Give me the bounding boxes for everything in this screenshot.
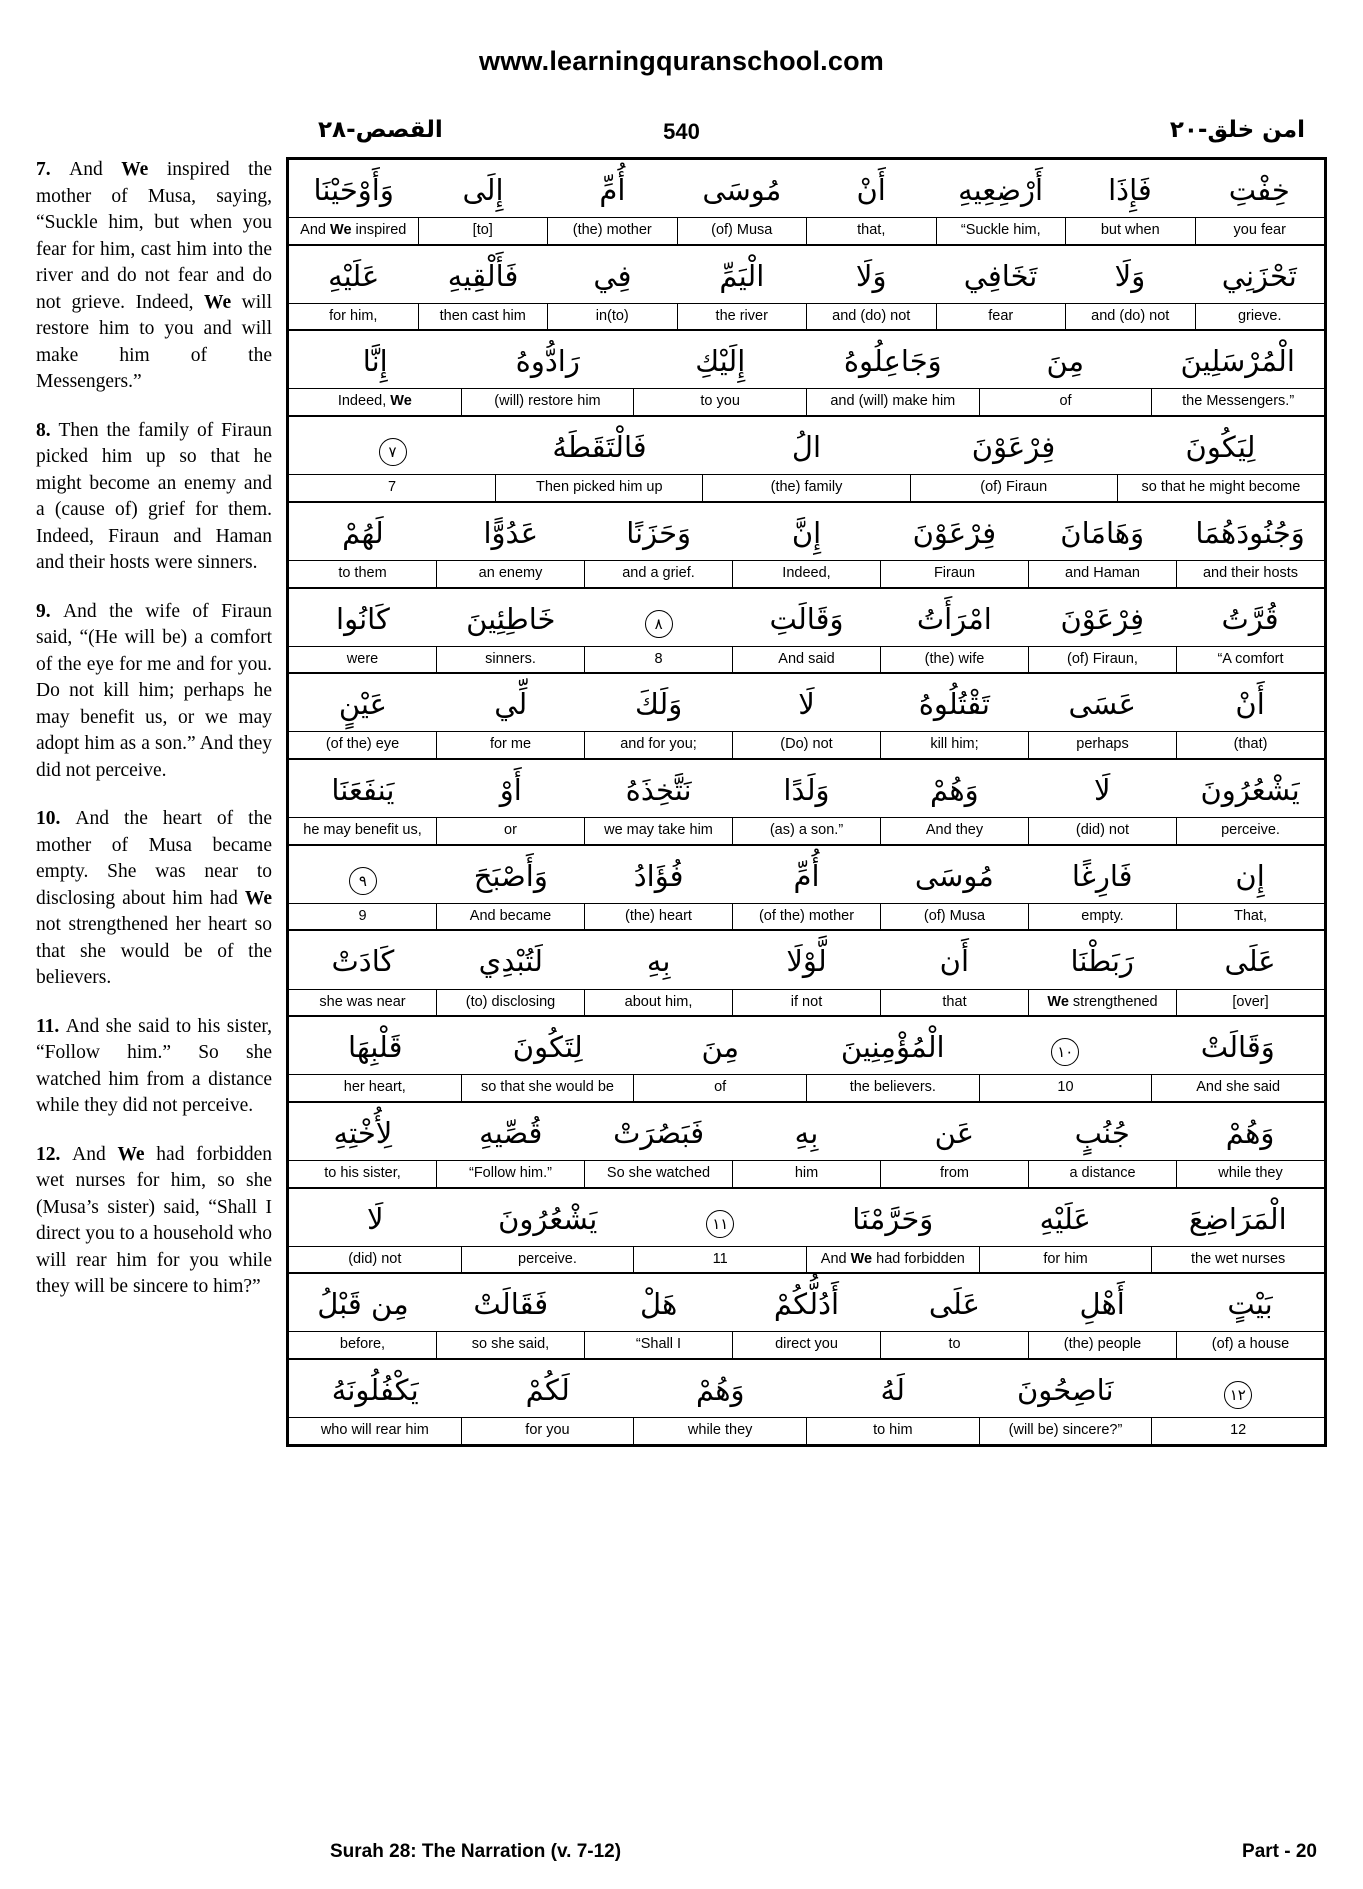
- arabic-word: وَحَزَنًا: [626, 515, 692, 550]
- arabic-word: مُوسَى: [702, 173, 782, 207]
- english-gloss: to them: [338, 564, 387, 581]
- english-gloss: of: [979, 389, 1152, 415]
- arabic-word: فَأَلْقِيهِ: [447, 258, 519, 293]
- english-gloss: to you: [633, 389, 806, 415]
- arabic-word: أُمِّ: [793, 858, 820, 893]
- arabic-word: فِرْعَوْنَ: [971, 430, 1056, 465]
- english-gloss: (of) a house: [1176, 1332, 1324, 1358]
- arabic-row: [289, 760, 1324, 817]
- arabic-word: وَلَكَ: [634, 687, 683, 722]
- verse-number: 10.: [36, 808, 76, 829]
- arabic-word: [585, 589, 733, 646]
- english-row: [289, 217, 1324, 244]
- ayah-number-marker: ١٠: [1051, 1038, 1079, 1066]
- arabic-word: لِّي: [494, 687, 528, 722]
- english-gloss: grieve.: [1195, 304, 1325, 330]
- arabic-word: [1152, 1360, 1325, 1417]
- ayah-number-marker: ٧: [379, 438, 407, 466]
- translation-column: [36, 157, 286, 1323]
- arabic-word: رَبَطْنَا: [1070, 944, 1134, 979]
- english-gloss: [to]: [418, 218, 548, 244]
- verse-text: And the wife of Firaun said, “(He will be) a comfort of the eye for me and for you. Do not kill him; perhaps he may benefit us, or we may adopt him as a son.” And they did not perceive.: [36, 600, 272, 781]
- arabic-word: فِي: [593, 258, 632, 293]
- verse-number: 9.: [36, 600, 64, 622]
- english-gloss: (did) not: [1028, 818, 1176, 844]
- english-row: [289, 303, 1324, 330]
- english-gloss: that,: [806, 218, 936, 244]
- arabic-word: قَلْبِهَا: [348, 1030, 403, 1065]
- surah-info: Surah 28: The Narration (v. 7-12): [330, 1841, 622, 1862]
- page-header: [48, 117, 1315, 151]
- translation-verse: [36, 1014, 272, 1120]
- arabic-word: مُوسَى: [914, 858, 994, 893]
- arabic-word: لَا: [798, 687, 815, 722]
- english-row: [289, 1331, 1324, 1358]
- arabic-word: فُؤَادُ: [633, 858, 684, 893]
- english-gloss: perceive.: [1176, 818, 1324, 844]
- arabic-word: أَنْ: [856, 173, 886, 207]
- verse-number: 11.: [36, 1015, 66, 1037]
- arabic-word: وَأَوْحَيْنَا: [313, 173, 394, 207]
- english-gloss: Indeed,: [732, 561, 880, 587]
- english-gloss: We strengthened: [1028, 990, 1176, 1016]
- english-gloss: (did) not: [348, 1250, 402, 1267]
- english-gloss: were: [346, 650, 379, 667]
- arabic-word: بِهِ: [794, 1115, 819, 1150]
- arabic-word: يَشْعُرُونَ: [1200, 773, 1300, 808]
- english-row: [289, 817, 1324, 844]
- english-gloss: for him: [979, 1247, 1152, 1273]
- arabic-word: إِلَيْكِ: [695, 344, 746, 379]
- english-gloss: 7: [388, 479, 397, 496]
- english-gloss: to him: [806, 1418, 979, 1444]
- english-gloss: And We inspired: [300, 222, 407, 239]
- ayah-line: [289, 1360, 1324, 1444]
- arabic-word: لَا: [366, 1201, 384, 1236]
- arabic-word: فِرْعَوْنَ: [1060, 601, 1144, 636]
- english-gloss: 8: [584, 647, 732, 673]
- arabic-word: وَحَرَّمْنَا: [852, 1201, 934, 1236]
- english-gloss: (of) Firaun,: [1028, 647, 1176, 673]
- english-gloss: she was near: [319, 993, 406, 1010]
- english-row: [289, 1417, 1324, 1444]
- english-gloss: Indeed, We: [337, 393, 412, 410]
- english-gloss: her heart,: [343, 1079, 406, 1096]
- arabic-word: لَهُمْ: [342, 515, 384, 550]
- verse-text: And We had forbidden wet nurses for him, so she (Musa’s sister) said, “Shall I direct you to a household who will rear him for you while they will be sincere to him?”: [36, 1143, 272, 1297]
- english-gloss: (will) restore him: [461, 389, 634, 415]
- arabic-word: وَجُنُودَهُمَا: [1195, 515, 1305, 550]
- english-row: [289, 903, 1324, 930]
- english-gloss: (the) heart: [584, 904, 732, 930]
- english-gloss: 11: [633, 1247, 806, 1273]
- arabic-row: [289, 1274, 1324, 1331]
- english-gloss: “Suckle him,: [936, 218, 1066, 244]
- translation-verse: [36, 806, 272, 992]
- arabic-word: عَلَى: [928, 1287, 980, 1322]
- english-gloss: And she said: [1151, 1075, 1324, 1101]
- arabic-word: أَن: [939, 944, 970, 979]
- english-gloss: “Follow him.”: [436, 1161, 584, 1187]
- english-gloss: to his sister,: [324, 1164, 401, 1181]
- arabic-word: تَقْتُلُوهُ: [918, 687, 990, 722]
- english-gloss: (will be) sincere?”: [979, 1418, 1152, 1444]
- translation-verse: [36, 599, 272, 785]
- ayah-number-marker: ١٢: [1224, 1381, 1252, 1409]
- english-gloss: (the) family: [702, 475, 909, 501]
- arabic-word: مِنَ: [1046, 344, 1085, 379]
- english-gloss: sinners.: [436, 647, 584, 673]
- page-footer: [330, 1841, 1317, 1863]
- arabic-word: وَجَاعِلُوهُ: [843, 344, 942, 379]
- english-gloss: (Do) not: [732, 732, 880, 758]
- arabic-word: إِنَّ: [791, 515, 822, 550]
- english-gloss: (of) Firaun: [910, 475, 1117, 501]
- english-gloss: so that she would be: [461, 1075, 634, 1101]
- english-gloss: And We had forbidden: [806, 1247, 979, 1273]
- arabic-word: يَكْفُلُونَهُ: [331, 1373, 419, 1408]
- english-gloss: before,: [339, 1336, 386, 1353]
- translation-verse: [36, 157, 272, 396]
- ayah-line: [289, 246, 1324, 332]
- english-gloss: (to) disclosing: [436, 990, 584, 1016]
- arabic-word: نَتَّخِذَهُ: [625, 773, 692, 808]
- english-row: [289, 560, 1324, 587]
- arabic-row: [289, 846, 1324, 903]
- english-gloss: “Shall I: [584, 1332, 732, 1358]
- arabic-word: عَلَيْهِ: [328, 258, 380, 293]
- arabic-word: وَهُمْ: [1225, 1115, 1275, 1150]
- arabic-word: مِنَ: [701, 1030, 740, 1065]
- english-gloss: and for you;: [584, 732, 732, 758]
- arabic-word: [979, 1017, 1152, 1074]
- english-gloss: and (do) not: [806, 304, 936, 330]
- english-gloss: perhaps: [1028, 732, 1176, 758]
- english-gloss: then cast him: [418, 304, 548, 330]
- english-gloss: And said: [732, 647, 880, 673]
- english-gloss: And became: [436, 904, 584, 930]
- english-gloss: of: [633, 1075, 806, 1101]
- arabic-word: يَشْعُرُونَ: [498, 1201, 598, 1236]
- arabic-word: عَن: [934, 1115, 975, 1150]
- ayah-line: [289, 846, 1324, 932]
- english-gloss: (that): [1176, 732, 1324, 758]
- arabic-word: إِن: [1235, 858, 1265, 893]
- ayah-line: [289, 589, 1324, 675]
- ayah-number-marker: ٨: [645, 610, 673, 638]
- arabic-word: فَإِذَا: [1108, 173, 1152, 207]
- arabic-row: [289, 1360, 1324, 1417]
- english-gloss: Firaun: [880, 561, 1028, 587]
- arabic-word: خِفْتِ: [1228, 173, 1290, 207]
- arabic-word: وَلَا: [855, 258, 887, 293]
- english-gloss: the Messengers.”: [1151, 389, 1324, 415]
- page-number: 540: [663, 119, 700, 144]
- english-gloss: or: [436, 818, 584, 844]
- arabic-word: فَارِغًا: [1071, 858, 1133, 893]
- arabic-word: وَلَا: [1114, 258, 1146, 293]
- arabic-word: أَدُلُّكُمْ: [773, 1287, 840, 1322]
- english-gloss: 12: [1151, 1418, 1324, 1444]
- arabic-word: بِهِ: [646, 944, 671, 979]
- arabic-word: هَلْ: [640, 1287, 678, 1322]
- arabic-word: الْمُرْسَلِينَ: [1180, 344, 1295, 379]
- juz-label-arabic: امن خلق-٢٠: [1169, 117, 1305, 143]
- english-gloss: (of) Musa: [880, 904, 1028, 930]
- english-gloss: a distance: [1028, 1161, 1176, 1187]
- english-gloss: while they: [1176, 1161, 1324, 1187]
- english-gloss: for him,: [329, 307, 378, 324]
- english-row: [289, 388, 1324, 415]
- english-gloss: and a grief.: [584, 561, 732, 587]
- ayah-line: [289, 760, 1324, 846]
- arabic-row: [289, 503, 1324, 560]
- english-gloss: so she said,: [436, 1332, 584, 1358]
- english-gloss: and (do) not: [1065, 304, 1195, 330]
- verse-number: 8.: [36, 419, 59, 441]
- arabic-word: تَخَافِي: [963, 258, 1038, 293]
- english-gloss: fear: [936, 304, 1066, 330]
- english-gloss: from: [880, 1161, 1028, 1187]
- arabic-word: عَدُوًّا: [483, 515, 539, 550]
- english-row: [289, 646, 1324, 673]
- english-gloss: (the) wife: [880, 647, 1028, 673]
- arabic-row: [289, 1103, 1324, 1160]
- arabic-word: مِن قَبْلُ: [317, 1287, 409, 1322]
- arabic-row: [289, 417, 1324, 474]
- english-row: [289, 1074, 1324, 1101]
- verse-text: Then the family of Firaun picked him up so that he might become an enemy and a (cause of) grief for them. Indeed, Firaun and Haman and their hosts were sinners.: [36, 419, 272, 573]
- english-gloss: “A comfort: [1176, 647, 1324, 673]
- arabic-word: أَهْلِ: [1079, 1287, 1125, 1322]
- arabic-word: لِأُخْتِهِ: [333, 1115, 393, 1150]
- arabic-word: أَوْ: [499, 773, 522, 808]
- english-gloss: while they: [633, 1418, 806, 1444]
- arabic-word: إِلَى: [462, 173, 504, 207]
- english-gloss: [over]: [1176, 990, 1324, 1016]
- english-gloss: (the) people: [1028, 1332, 1176, 1358]
- ayah-line: [289, 674, 1324, 760]
- arabic-word: [289, 417, 496, 474]
- arabic-word: لَكُمْ: [525, 1373, 570, 1408]
- arabic-word: فَالْتَقَطَهُ: [552, 430, 647, 465]
- site-url: www.learningquranschool.com: [479, 46, 884, 76]
- english-gloss: kill him;: [880, 732, 1028, 758]
- english-gloss: (of) Musa: [677, 218, 807, 244]
- arabic-word: لَا: [1093, 773, 1111, 808]
- arabic-word: وَهُمْ: [695, 1373, 745, 1408]
- arabic-word: فِرْعَوْنَ: [912, 515, 997, 550]
- arabic-word: قُصِّيهِ: [479, 1115, 543, 1150]
- english-gloss: (as) a son.”: [732, 818, 880, 844]
- ayah-line: [289, 1274, 1324, 1360]
- english-gloss: an enemy: [436, 561, 584, 587]
- arabic-word: لِتَكُونَ: [512, 1030, 583, 1065]
- english-row: [289, 989, 1324, 1016]
- arabic-word: وَلَدًا: [783, 773, 830, 808]
- english-gloss: to: [880, 1332, 1028, 1358]
- english-gloss: he may benefit us,: [303, 822, 422, 839]
- arabic-word: كَانُوا: [336, 601, 390, 636]
- arabic-word: جُنُبٍ: [1074, 1115, 1130, 1150]
- english-gloss: for me: [436, 732, 584, 758]
- arabic-row: [289, 589, 1324, 646]
- arabic-word: وَهُمْ: [930, 773, 979, 808]
- verse-text: And she said to his sister, “Follow him.” So she watched him from a distance while they did not perceive.: [36, 1015, 272, 1116]
- arabic-row: [289, 1017, 1324, 1074]
- arabic-word: نَاصِحُونَ: [1016, 1373, 1114, 1408]
- english-gloss: Then picked him up: [495, 475, 702, 501]
- arabic-word: إِنَّا: [362, 344, 388, 379]
- english-gloss: we may take him: [584, 818, 732, 844]
- arabic-word: عَلَى: [1224, 944, 1276, 979]
- ayah-line: [289, 160, 1324, 246]
- arabic-word: أَرْضِعِيهِ: [958, 173, 1044, 207]
- ayah-line: [289, 1103, 1324, 1189]
- arabic-row: [289, 331, 1324, 388]
- ayah-number-marker: ١١: [706, 1210, 734, 1238]
- verse-number: 7.: [36, 159, 70, 180]
- english-gloss: the believers.: [806, 1075, 979, 1101]
- english-gloss: That,: [1176, 904, 1324, 930]
- english-gloss: that: [880, 990, 1028, 1016]
- arabic-word: لِيَكُونَ: [1185, 430, 1256, 465]
- arabic-word: وَقَالَتْ: [1200, 1030, 1275, 1065]
- arabic-word: [634, 1189, 807, 1246]
- arabic-row: [289, 160, 1324, 217]
- english-row: [289, 1246, 1324, 1273]
- english-gloss: (of the) eye: [325, 736, 400, 753]
- arabic-word: عَسَى: [1068, 687, 1136, 722]
- english-gloss: perceive.: [461, 1247, 634, 1273]
- english-gloss: the river: [677, 304, 807, 330]
- arabic-word: فَبَصُرَتْ: [613, 1115, 705, 1150]
- arabic-word: بَيْتٍ: [1227, 1287, 1273, 1322]
- arabic-word: [289, 846, 437, 903]
- arabic-word: عَيْنٍ: [338, 687, 387, 722]
- arabic-word: الْيَمِّ: [719, 258, 765, 293]
- arabic-word: قُرَّتُ: [1221, 601, 1279, 636]
- english-row: [289, 474, 1324, 501]
- english-row: [289, 731, 1324, 758]
- arabic-word: خَاطِئِينَ: [466, 601, 556, 636]
- arabic-word: تَحْزَنِي: [1221, 258, 1297, 293]
- part-label: Part - 20: [1242, 1841, 1317, 1862]
- arabic-word: يَنفَعَنَا: [331, 773, 395, 808]
- ayah-line: [289, 331, 1324, 417]
- arabic-word: لَهُ: [880, 1373, 905, 1408]
- ayah-number-marker: ٩: [349, 867, 377, 895]
- translation-verse: [36, 1142, 272, 1301]
- ayah-line: [289, 1017, 1324, 1103]
- arabic-word: لَّوْلَا: [786, 944, 827, 979]
- english-gloss: if not: [732, 990, 880, 1016]
- english-gloss: for you: [461, 1418, 634, 1444]
- arabic-word: كَادَتْ: [331, 944, 395, 979]
- arabic-word: أُمِّ: [599, 173, 626, 207]
- english-gloss: empty.: [1028, 904, 1176, 930]
- arabic-row: [289, 1189, 1324, 1246]
- english-gloss: (of the) mother: [732, 904, 880, 930]
- arabic-word: وَقَالَتِ: [769, 601, 844, 636]
- arabic-word: وَأَصْبَحَ: [473, 858, 548, 893]
- arabic-row: [289, 246, 1324, 303]
- english-gloss: about him,: [584, 990, 732, 1016]
- english-gloss: but when: [1065, 218, 1195, 244]
- arabic-row: [289, 931, 1324, 988]
- arabic-word: الْمُؤْمِنِينَ: [840, 1030, 945, 1065]
- english-gloss: (the) mother: [547, 218, 677, 244]
- english-gloss: and Haman: [1028, 561, 1176, 587]
- english-gloss: And they: [880, 818, 1028, 844]
- english-row: [289, 1160, 1324, 1187]
- english-gloss: and their hosts: [1176, 561, 1324, 587]
- ayah-line: [289, 1189, 1324, 1275]
- ayah-line: [289, 417, 1324, 503]
- verse-text: And the heart of the mother of Musa became empty. She was near to disclosing about him had We not strengthened her heart so that she would be of the believers.: [36, 808, 273, 988]
- surah-label-arabic: القصص-٢٨: [318, 117, 443, 143]
- arabic-word: عَلَيْهِ: [1039, 1201, 1091, 1236]
- arabic-word: فَقَالَتْ: [473, 1287, 549, 1322]
- arabic-word: الُ: [791, 430, 822, 465]
- english-gloss: in(to): [547, 304, 677, 330]
- verse-text: And We inspired the mother of Musa, saying, “Suckle him, but when you fear for him, cast him into the river and do not fear and do not grieve. Indeed, We will restore him to you and will make him of the Messengers.”: [36, 159, 272, 392]
- english-gloss: direct you: [732, 1332, 880, 1358]
- arabic-word: وَهَامَانَ: [1060, 515, 1145, 550]
- arabic-word: أَنْ: [1235, 687, 1265, 722]
- quran-word-grid: [286, 157, 1327, 1447]
- english-gloss: who will rear him: [320, 1422, 429, 1439]
- english-gloss: 9: [358, 907, 367, 924]
- translation-verse: [36, 418, 272, 577]
- verse-number: 12.: [36, 1143, 73, 1165]
- arabic-word: الْمَرَاضِعَ: [1188, 1201, 1287, 1236]
- arabic-row: [289, 674, 1324, 731]
- english-gloss: 10: [979, 1075, 1152, 1101]
- english-gloss: him: [732, 1161, 880, 1187]
- english-gloss: so that he might become: [1117, 475, 1324, 501]
- arabic-word: رَادُّوهُ: [515, 344, 580, 379]
- english-gloss: you fear: [1195, 218, 1325, 244]
- arabic-word: امْرَأَتُ: [916, 601, 992, 636]
- english-gloss: So she watched: [584, 1161, 732, 1187]
- ayah-line: [289, 931, 1324, 1017]
- ayah-line: [289, 503, 1324, 589]
- english-gloss: the wet nurses: [1151, 1247, 1324, 1273]
- arabic-word: لَتُبْدِي: [478, 944, 543, 979]
- english-gloss: and (will) make him: [806, 389, 979, 415]
